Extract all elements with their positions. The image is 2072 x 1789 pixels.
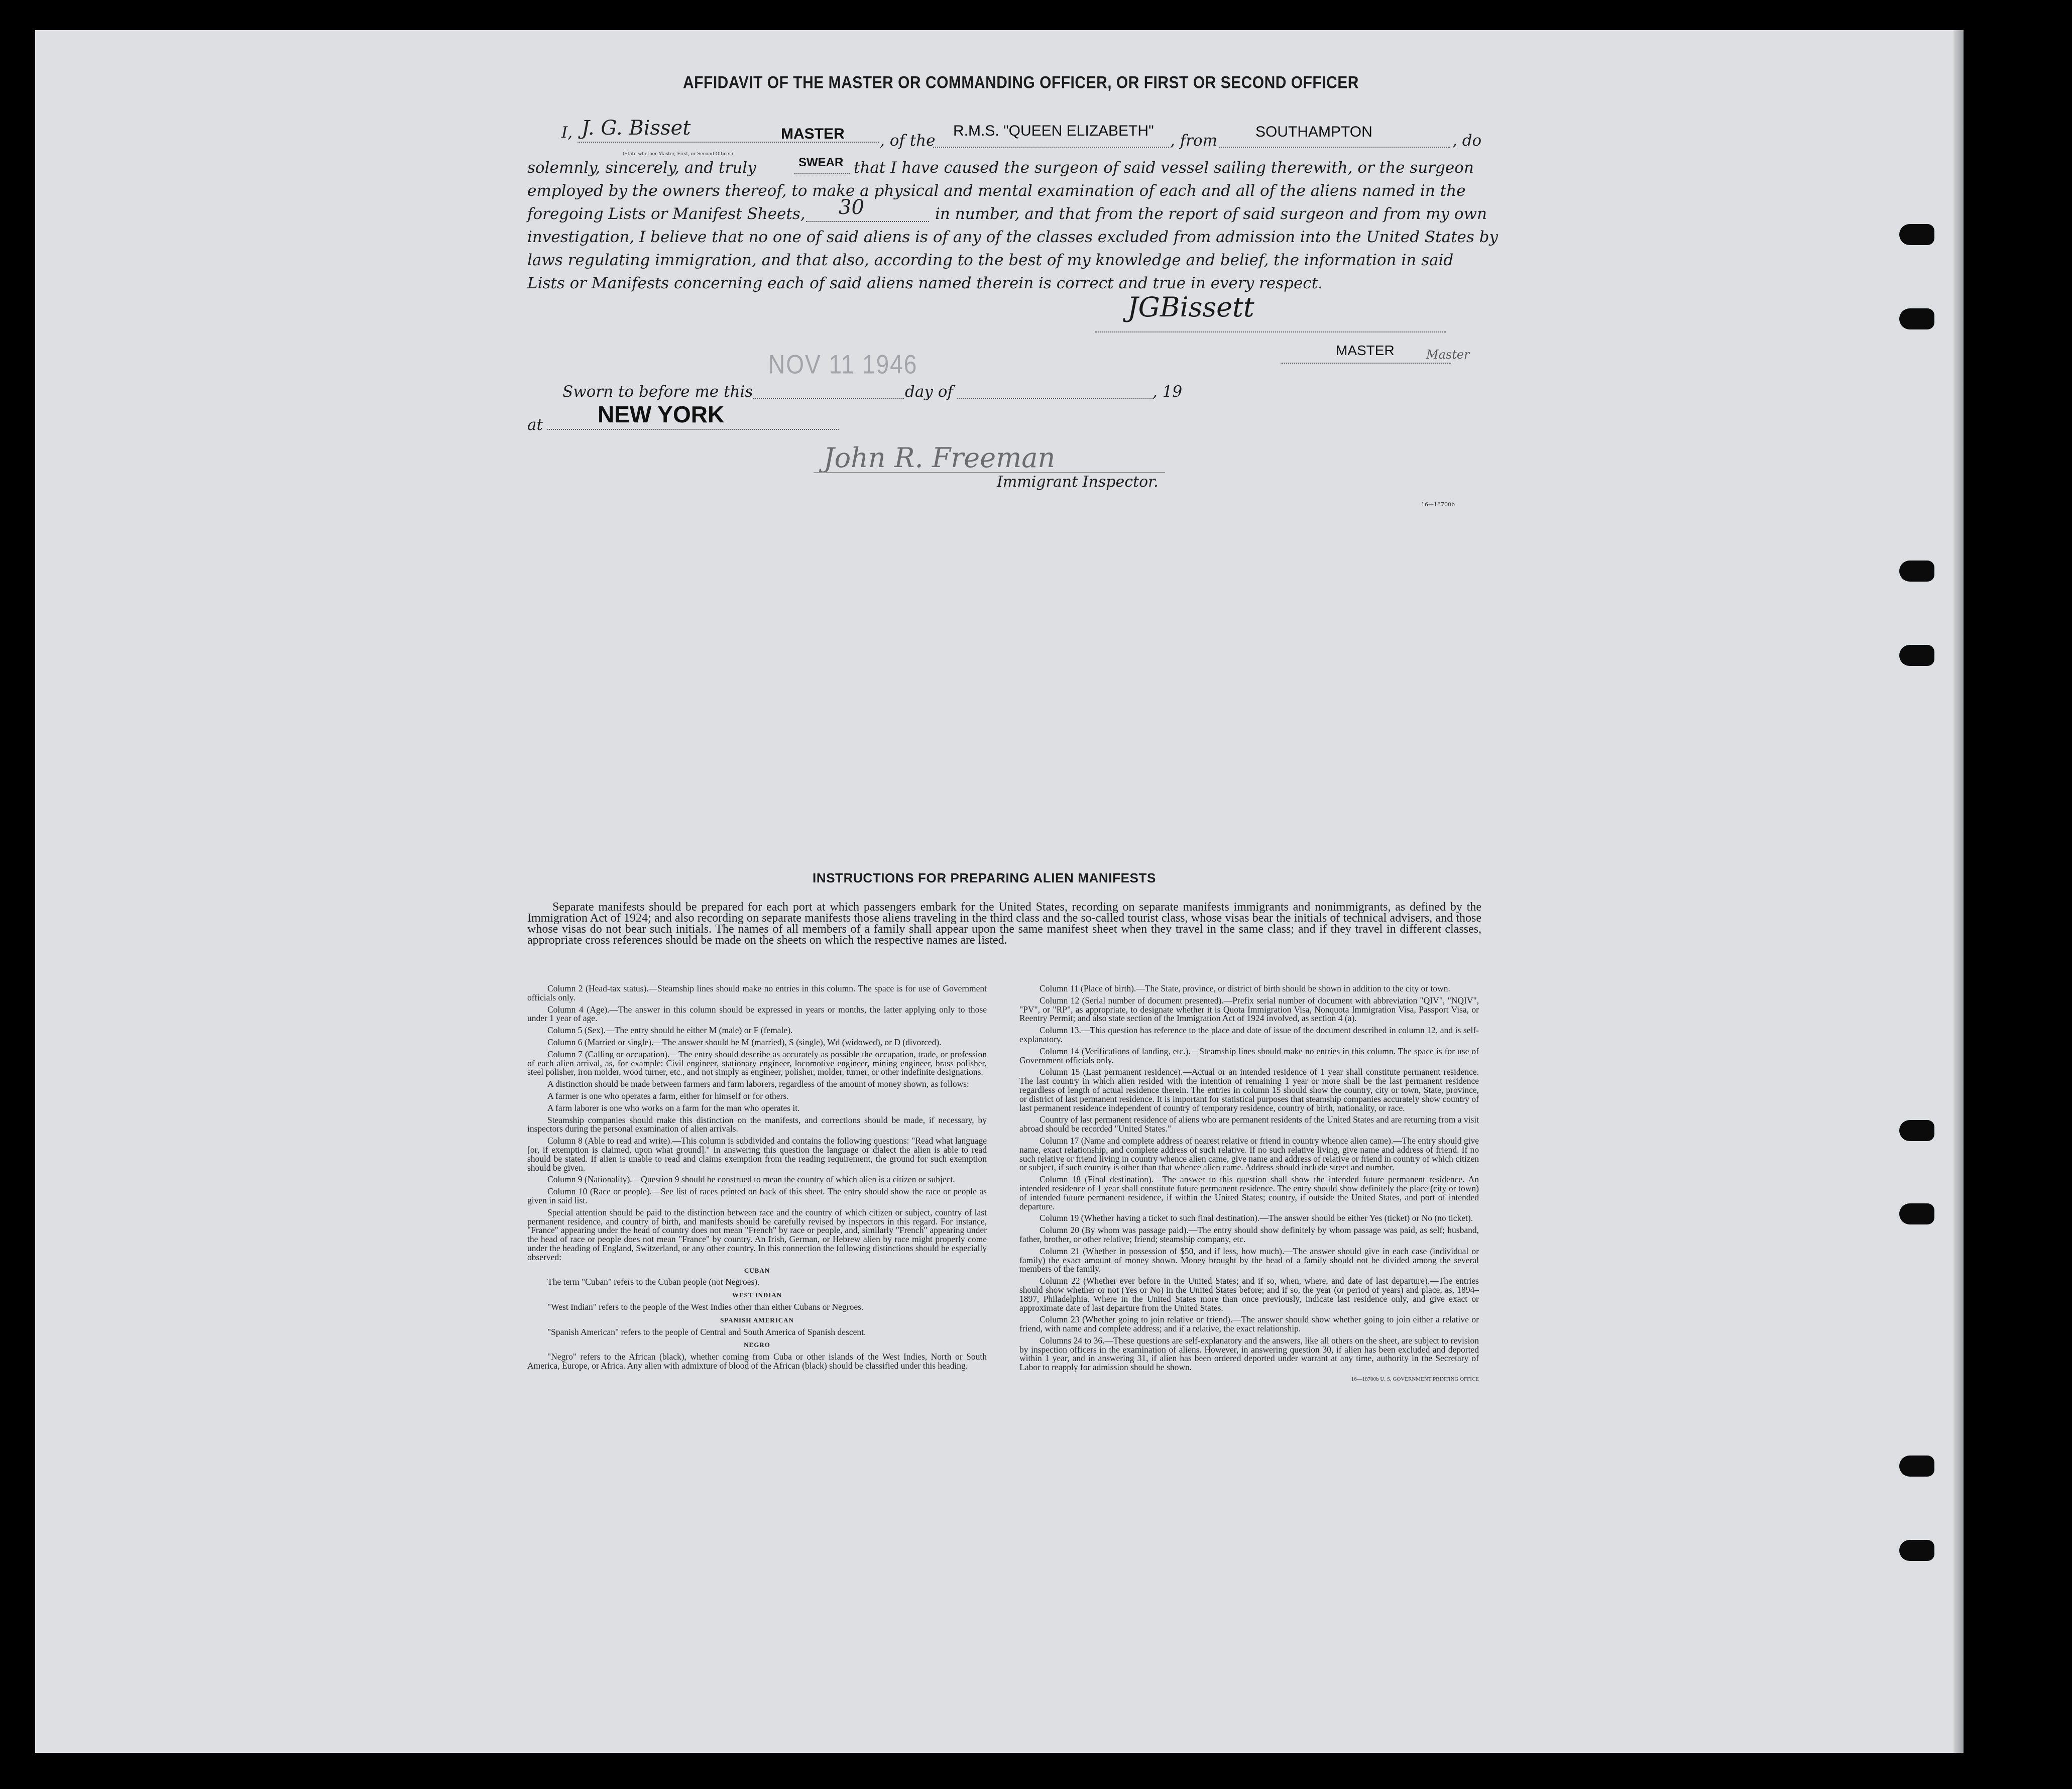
instruction-paragraph: Column 19 (Whether having a ticket to such final destination).—The answer should be either Yes (ticket) or No (no ticket). [1040, 1213, 1473, 1223]
place-stamp: NEW YORK [598, 401, 725, 427]
punch-hole [1899, 1540, 1934, 1561]
definition-spanish-american: "Spanish American" refers to the people of Central and South America of Spanish descent. [547, 1326, 866, 1337]
affidavit-line7: Lists or Manifests concerning each of said aliens named therein is correct and true in every respect. [527, 274, 1323, 292]
instruction-paragraph: Column 8 (Able to read and write).—This column is subdivided and contains the following questions: "Read what language [or, if exemption is claimed, upon what ground]." In answering this question the language or dialect the alien is able to read should be stated. If alien is unable to read and claims exemption from the reading requirement, the ground for such exemption should be given. [527, 1136, 987, 1173]
affidavit-line2-post: that I have caused the surgeon of said vessel sailing therewith, or the surgeon [854, 159, 1474, 177]
instruction-paragraph: Column 22 (Whether ever before in the United States; and if so, when, where, and date of last departure).—The entries should show whether or not (Yes or No) in the United States before; and if so, the year (or period of years) and place, as, 1894–1897, Philadelphia. Where in the United States more than once previously, indicate last residence only, and give exact or approximate date of last departure from the United States. [1019, 1276, 1479, 1313]
instruction-paragraph: Country of last permanent residence of aliens who are permanent residents of the United States and are returning from a visit abroad should be recorded "United States." [1019, 1114, 1479, 1134]
instructions-intro: Separate manifests should be prepared for each port at which passengers embark for the United States, recording on separate manifests immigrants and nonimmigrants, as defined by the Immigration Act of 1924; and also recording on separate manifests those aliens traveling in the third class and the so-called tourist class, whose visas bear the initials of technical advisers, and those whose visas do not bear such initials. The names of all members of a family shall appear upon the same manifest sheet when they travel in the same class; and if they travel in different classes, appropriate cross references should be made on the sheets on which the respective names are listed. [527, 901, 1481, 947]
instruction-paragraph: Special attention should be paid to the distinction between race and the country of which citizen or subject, country of last permanent residence, and country of birth, and manifests should be carefully revised by inspectors in this regard. For instance, "France" appearing under the head of country does not mean "French" by race or people, and, similarly "French" appearing under the head of race or people does not mean "France" by country. An Irish, German, or Hebrew alien by race might properly come under the heading of England, Switzerland, or any other country. In this connection the following distinctions should be especially observed: [527, 1207, 987, 1262]
affidavit-line4-post: in number, and that from the report of said surgeon and from my own [935, 205, 1487, 223]
instruction-paragraph: Column 23 (Whether going to join relative or friend).—The answer should show whether going to join either a relative or friend, with name and complete address; and if a relative, the exact relationship. [1019, 1314, 1479, 1334]
from-label: , from [1170, 132, 1218, 150]
instruction-paragraph: Column 11 (Place of birth).—The State, province, or district of birth should be shown in addition to the city or town. [1040, 983, 1450, 993]
inspector-signature: John R. Freeman [824, 442, 1056, 474]
affidavit-line3: employed by the owners thereof, to make a physical and mental examination of each and all of the aliens named in the [527, 182, 1466, 200]
instruction-paragraph: Column 2 (Head-tax status).—Steamship lines should make no entries in this column. The space is for use of Government officials only. [527, 983, 987, 1002]
instruction-paragraph: Column 7 (Calling or occupation).—The entry should describe as accurately as possible the occupation, trade, or profession of each alien arrival, as, for example: Civil engineer, stationary engineer, locomotive engineer, mining engineer, brass polisher, steel polisher, iron molder, wood turner, etc., and not simply as engineer, polisher, molder, turner, or other indefinite designations. [527, 1049, 987, 1077]
instruction-paragraph: Column 13.—This question has reference to the place and date of issue of the document described in column 12, and is self-explanatory. [1019, 1025, 1479, 1044]
of-the-label: , of the [880, 132, 936, 150]
subheading-spanish-american: SPANISH AMERICAN [720, 1316, 794, 1324]
affidavit-title: AFFIDAVIT OF THE MASTER OR COMMANDING OFFICER, OR FIRST OR SECOND OFFICER [683, 73, 1359, 92]
inspector-title: Immigrant Inspector. [997, 473, 1159, 491]
instruction-paragraph: Column 9 (Nationality).—Question 9 should be construed to mean the country of which alien is a citizen or subject. [547, 1174, 955, 1185]
instructions-right-column [1019, 984, 1479, 1387]
instruction-paragraph: Column 4 (Age).—The answer in this column should be expressed in years or months, the latter applying only to those under 1 year of age. [527, 1004, 987, 1024]
sheet-edge [1953, 30, 1964, 1753]
instruction-paragraph: Steamship companies should make this distinction on the manifests, and corrections should be made, if necessary, by inspectors during the personal examination of alien arrivals. [527, 1114, 987, 1134]
punch-hole [1899, 1120, 1934, 1141]
at-label: at [527, 416, 543, 434]
signer-title-handwritten: Master [1426, 348, 1470, 362]
instruction-paragraph: A farm laborer is one who works on a farm for the man who operates it. [547, 1102, 800, 1113]
affidavit-line6: laws regulating immigration, and that also, according to the best of my knowledge and belief, the information in said [527, 251, 1454, 269]
affidavit-line5: investigation, I believe that no one of said aliens is of any of the classes excluded from admission into the United States by [527, 228, 1499, 246]
port-name: SOUTHAMPTON [1255, 124, 1372, 140]
i-label: I, [561, 124, 573, 142]
definition-negro: "Negro" refers to the African (black), whether coming from Cuba or other islands of the West Indies, North or South America, Europe, or Africa. Any alien with admixture of blood of the African (black) should be classified under this heading. [527, 1352, 987, 1371]
punch-hole [1899, 1203, 1934, 1224]
punch-hole [1899, 561, 1934, 582]
sheet-count: 30 [839, 196, 864, 219]
do-label: , do [1452, 132, 1482, 150]
instruction-paragraph: A farmer is one who operates a farm, either for himself or for others. [547, 1090, 789, 1101]
instruction-paragraph: Column 21 (Whether in possession of $50, and if less, how much).—The answer should give in each case (individual or family) the exact amount of money shown. Money brought by the head of a family should not be divided among the several members of the family. [1019, 1246, 1479, 1274]
subheading-west-indian: WEST INDIAN [732, 1291, 782, 1299]
subheading-cuban: CUBAN [744, 1266, 770, 1274]
master-signature: JGBissett [1127, 291, 1254, 323]
instructions-left-column [527, 984, 987, 1374]
instructions-title: INSTRUCTIONS FOR PREPARING ALIEN MANIFESTS [813, 870, 1156, 885]
rank-stamp: MASTER [781, 126, 845, 142]
affidavit-line4-pre: foregoing Lists or Manifest Sheets, [527, 205, 805, 223]
definition-west-indian: "West Indian" refers to the people of the West Indies other than either Cubans or Negroes. [547, 1301, 864, 1312]
instruction-paragraph: Column 6 (Married or single).—The answer should be M (married), S (single), Wd (widowed), or D (divorced). [547, 1037, 942, 1047]
form-code: 16—18700b [1421, 501, 1455, 508]
sworn-label: Sworn to before me this [562, 383, 753, 401]
punch-hole [1899, 308, 1934, 329]
rank-caption: (State whether Master, First, or Second Officer) [623, 152, 733, 157]
date-stamp: NOV 11 1946 [768, 349, 918, 379]
year-prefix: , 19 [1153, 383, 1183, 401]
vessel-name: R.M.S. "QUEEN ELIZABETH" [953, 123, 1154, 139]
instruction-paragraph: Column 14 (Verifications of landing, etc.).—Steamship lines should make no entries in this column. The space is for use of Government officials only. [1019, 1046, 1479, 1065]
affidavit-line2-pre: solemnly, sincerely, and truly [527, 159, 756, 177]
instruction-paragraph: Column 5 (Sex).—The entry should be either M (male) or F (female). [547, 1025, 793, 1036]
instruction-paragraph: Column 15 (Last permanent residence).—Actual or an intended residence of 1 year shall constitute permanent residence. The last country in which alien resided with the intention of remaining 1 year or more shall be the last permanent residence regardless of length of actual residence therein. The entries in column 15 should show the country, city or town, State, province, or district of last permanent residence. It is important for statistical purposes that steamship companies accurately show country of last permanent residence independent of country of temporary residence, country of birth, nationality, or race. [1019, 1067, 1479, 1113]
definition-cuban: The term "Cuban" refers to the Cuban people (not Negroes). [547, 1277, 760, 1287]
oath-word: SWEAR [798, 156, 844, 169]
master-name: J. G. Bisset [582, 117, 691, 140]
punch-hole [1899, 1456, 1934, 1477]
instruction-paragraph: Column 18 (Final destination).—The answer to this question shall show the intended future permanent residence. An intended residence of 1 year shall constitute future permanent residence. The entry should show definitely the place (city or town) of intended future permanent residence, if within the United States; country, if outside the United States, and port of intended departure. [1019, 1174, 1479, 1211]
printing-office-footer: 16—18700b U. S. GOVERNMENT PRINTING OFFICE [1351, 1376, 1479, 1383]
instruction-paragraph: Column 20 (By whom was passage paid).—The entry should show definitely by whom passage was paid, as self; husband, father, brother, or other relative; friend; steamship company, etc. [1019, 1225, 1479, 1244]
instruction-paragraph: Column 10 (Race or people).—See list of races printed on back of this sheet. The entry should show the race or people as given in said list. [527, 1186, 987, 1205]
day-of-label: day of [905, 383, 953, 401]
instruction-paragraph: Column 12 (Serial number of document presented).—Prefix serial number of document with abbreviation "QIV", "NQIV", "PV", or "RP", as appropriate, to designate whether it is Quota Immigration Visa, Nonquota Immigration Visa, Passport Visa, or Reentry Permit; and also state section of the Immigration Act of 1924 involved, as section 4 (a). [1019, 995, 1479, 1024]
punch-hole [1899, 645, 1934, 666]
punch-hole [1899, 224, 1934, 245]
instruction-paragraph: Column 17 (Name and complete address of nearest relative or friend in country whence alien came).—The entry should give name, exact relationship, and complete address of such relative. If no such relative living, give name and address of friend. If no such relative or friend living in country whence alien came, give name and address of relative or friend in country of which citizen or subject, if such country is other than that whence alien came. Address should include street and number. [1019, 1135, 1479, 1173]
subheading-negro: NEGRO [744, 1341, 770, 1349]
instruction-paragraph: A distinction should be made between farmers and farm laborers, regardless of the amount of money shown, as follows: [547, 1079, 969, 1089]
instruction-paragraph: Columns 24 to 36.—These questions are self-explanatory and the answers, like all others on the sheet, are subject to revision by inspection officers in the examination of aliens. However, in answering question 30, if alien has been excluded and deported within 1 year, and in answering 31, if alien has been ordered deported under warrant at any time, authority in the Secretary of Labor to reapply for admission should be shown. [1019, 1335, 1479, 1373]
signer-title: MASTER [1336, 343, 1395, 358]
